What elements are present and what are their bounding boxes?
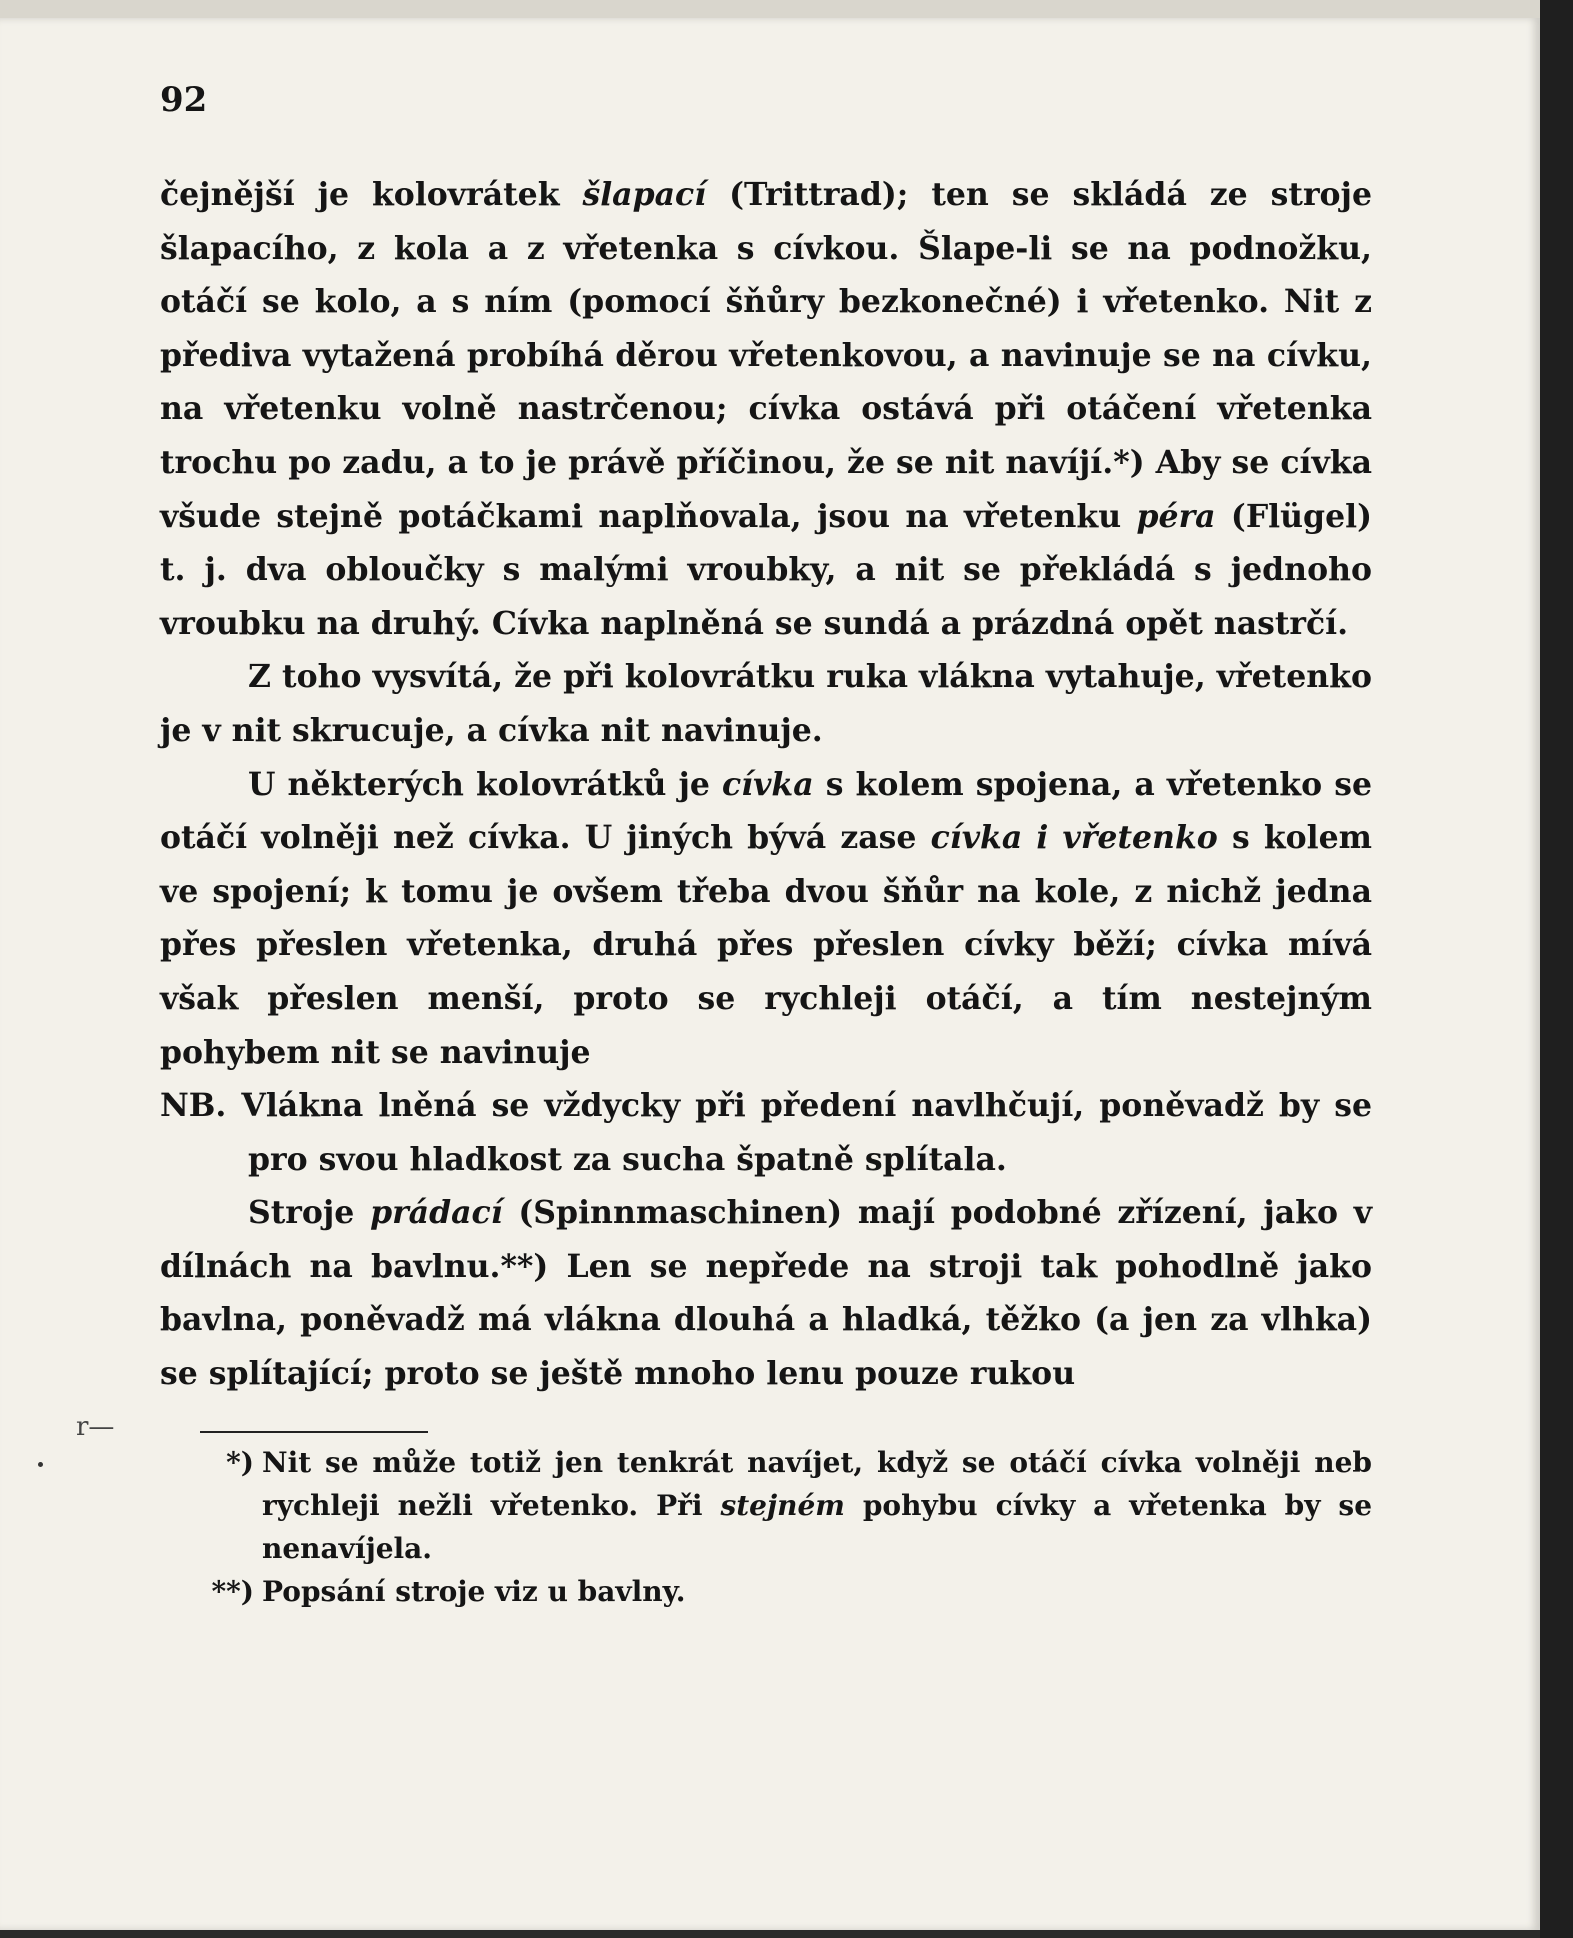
page-right-edge [1540,0,1573,1938]
text-run: (Trittrad); ten se skládá ze stroje šlapacího, z kola a z vřetenka s cívkou. Šlape-li se na podnožku, otáčí se kolo, a s ním (pomocí šňůry bezkonečné) i vřetenko. Nit z přediva vytažená probíhá děrou vřetenkovou, a navinuje se na cívku, na vřetenku volně nastrčenou; cívka ostává při otáčení vřetenka trochu po zadu, a to je právě příčinou, že se nit navíjí.*) Aby se cívka všude stejně potáčkami naplňovala, jsou na vřetenku [160,176,1372,535]
text-run: U některých kolovrátků je [248,765,722,803]
main-text [160,168,1372,1613]
text-run: Popsání stroje viz u bavlny. [262,1574,686,1608]
footnotes [160,1441,1372,1613]
margin-dot-mark [38,1462,43,1467]
text-run: pohybu cívky a vřetenka by se nenavíjela. [262,1488,1373,1565]
paragraph [160,1186,1372,1400]
text-run: NB. Vlákna lněná se vždycky při předení navlhčují, poněvadž by se pro svou hladkost za sucha špatně splítala. [160,1087,1372,1178]
text-run: (Flügel) t. j. dva obloučky s malými vroubky, a nit se překládá s jednoho vroubku na druhý. Cívka naplněná se sundá a prázdná opět nastrčí. [160,497,1372,642]
footnote [160,1441,1372,1570]
footnote-mark: *) [226,1445,254,1479]
text-run: (Spinnmaschinen) mají podobné zřízení, jako v dílnách na bavlnu.**) Len se nepřede na stroji tak pohodlně jako bavlna, poněvadž má vlákna dlouhá a hladká, těžko (a jen za vlhka) se splítající; proto se ještě mnoho lenu pouze rukou [160,1194,1372,1393]
footnote-mark: **) [211,1574,254,1608]
book-page [0,18,1540,1930]
emphasis-text: cívka i vřetenko [930,819,1218,857]
footnote [160,1570,1372,1613]
page-top-edge [0,0,1540,18]
text-run: čejnější je kolovrátek [160,176,583,213]
text-run: Stroje [248,1194,371,1232]
footnote-body [262,1570,1372,1613]
text-run: Z toho vysvítá, že při kolovrátku ruka vlákna vytahuje, vřetenko je v nit skrucuje, a cívka nit navinuje. [160,658,1372,749]
footnote-body [262,1441,1372,1570]
paragraph [160,758,1372,1080]
emphasis-text: šlapací [582,176,707,213]
paragraph [160,168,1372,650]
emphasis-text: cívka [721,765,814,803]
emphasis-text: stejném [720,1488,845,1522]
emphasis-text: prádací [370,1194,503,1232]
nb-note [160,1079,1372,1186]
text-run: s kolem ve spojení; k tomu je ovšem třeba dvou šňůr na kole, z nichž jedna přes přeslen vřetenka, druhá přes přeslen cívky běží; cívka mívá však přeslen menší, proto se rychleji otáčí, a tím nestejným pohybem nit se navinuje [160,819,1372,1071]
page-number: 92 [160,80,208,120]
text-run: s kolem spojena, a vřetenko se otáčí volněji než cívka. U jiných bývá zase [160,765,1372,857]
text-run: Nit se může totiž jen tenkrát navíjet, když se otáčí cívka volněji neb rychleji nežli vřetenko. Při [262,1445,1372,1522]
margin-dash-mark: r— [76,1412,115,1442]
footnote-rule [200,1431,428,1433]
paragraphs [160,168,1372,1401]
paragraph [160,650,1372,757]
emphasis-text: péra [1136,497,1216,535]
